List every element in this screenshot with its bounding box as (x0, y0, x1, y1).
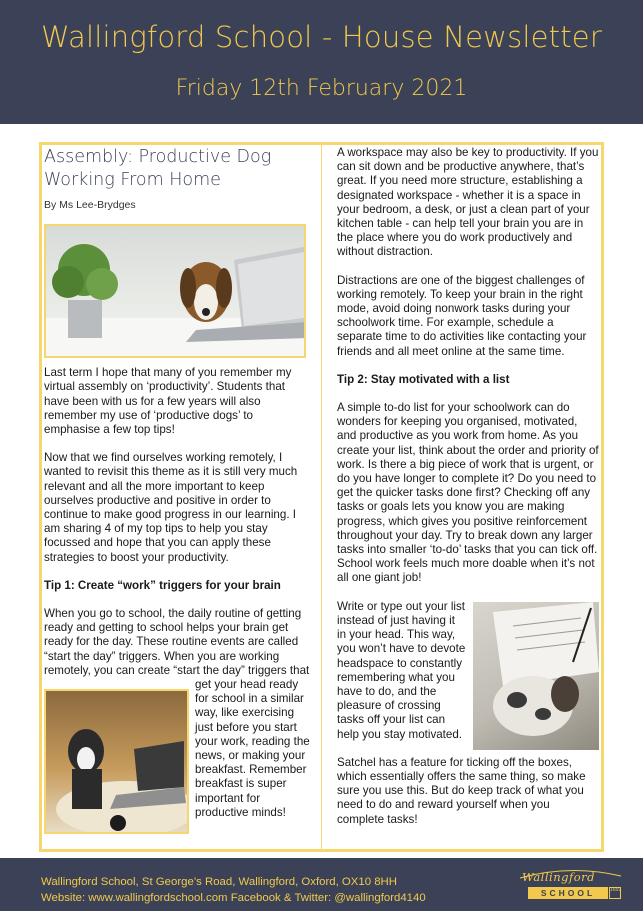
tip2-heading: Tip 2: Stay motivated with a list (337, 372, 510, 386)
beagle-laptop-photo (44, 224, 306, 358)
newsletter-date: Friday 12th February 2021 (175, 76, 468, 101)
newsletter-header (0, 0, 643, 124)
distractions-paragraph: Distractions are one of the biggest challenges of working remotely. To keep your brain in the right mode, avoid doing nonwork tasks during your schoolwork time. For example, schedule a separate time to do activities like contacting your friends and all meet online at the same time. (337, 273, 587, 358)
logo-wordmark: Wallingford (522, 870, 596, 884)
dog-with-notebook-photo (473, 602, 599, 750)
school-logo (518, 866, 623, 906)
satchel-paragraph: Satchel has a feature for ticking off the boxes, which essentially offers the same thing, so make sure you use this. But do keep track of what you need to do and reward yourself when you complete tasks! (337, 755, 586, 826)
tip1-heading: Tip 1: Create “work” triggers for your brain (44, 578, 281, 592)
list-paragraph: Write or type out your list instead of just having it in your head. This way, you won’t have to devote headspace to constantly remembering what you have to do, and the pleasure of crossing tasks off your list can help you stay motivated. (337, 599, 466, 741)
logo-year: 1659 (609, 887, 621, 899)
intro-paragraph-2: Now that we find ourselves working remotely, I wanted to revisit this theme as it is still very much relevant and all the more important to keep ourselves productive and positive in order to continue to make good progress in our learning. I am sharing 4 of my top tips to help you stay focussed and hope that you can apply these strategies to boost your productivity. (44, 451, 298, 564)
tip1-paragraph: When you go to school, the daily routine of getting ready and getting to school helps your brain get ready for the day. These routine events are called “start the day” triggers. When you are working remotely, you can create “start the day” triggers that get your head ready for school in a similar way, like exercising just before you start your work, reading the news, or making your breakfast. Remember breakfast is super important for productive minds! (44, 607, 310, 819)
newsletter-title: Wallingford School - House Newsletter (41, 20, 602, 54)
tip1-block (44, 607, 312, 820)
article-title (44, 146, 312, 192)
article-byline: By Ms Lee-Brydges (44, 199, 136, 211)
column-divider (321, 145, 322, 849)
intro-paragraph-1: Last term I hope that many of you remember my virtual assembly on ‘productivity’. Students that have been with us for a few years will also remember my use of ‘productive dogs’ to emphasise a few top tips! (44, 366, 292, 437)
footer-contact: Website: www.wallingfordschool.com Facebook & Twitter: @wallingford4140 (41, 892, 426, 904)
article-title-line2: Working From Home (44, 170, 221, 190)
dog-at-table-photo (44, 689, 189, 834)
footer-address: Wallingford School, St George’s Road, Wallingford, Oxford, OX10 8HH (41, 876, 398, 888)
right-column (337, 146, 599, 841)
workspace-paragraph: A workspace may also be key to productivity. If you can sit down and be productive anywhere, that’s great. If you need more structure, establishing a designated workspace - whether it is a space in your bedroom, a desk, or just a clean part of your kitchen table - can help tell your brain you are in the place where you do work productively and without distraction. (337, 146, 599, 259)
logo-school: SCHOOL (528, 887, 608, 899)
tip2-paragraph: A simple to-do list for your schoolwork can do wonders for keeping you organised, motivated, and productive as you work from home. As you create your list, think about the order and priority of work. Is there a big piece of work that is urgent, or do you have longer to complete it? Do you need to get the quicker tasks done first? Checking off any tasks or goals lets you know you are making progress, which gives you positive reinforcement throughout your day. Try to break down any larger tasks into smaller ‘to-do’ tasks that you can tick off. School work feels much more doable when it’s not all one giant job! (337, 401, 599, 585)
left-column (44, 146, 312, 834)
list-block (337, 600, 599, 742)
article-title-line1: Assembly: Productive Dog (44, 147, 272, 167)
